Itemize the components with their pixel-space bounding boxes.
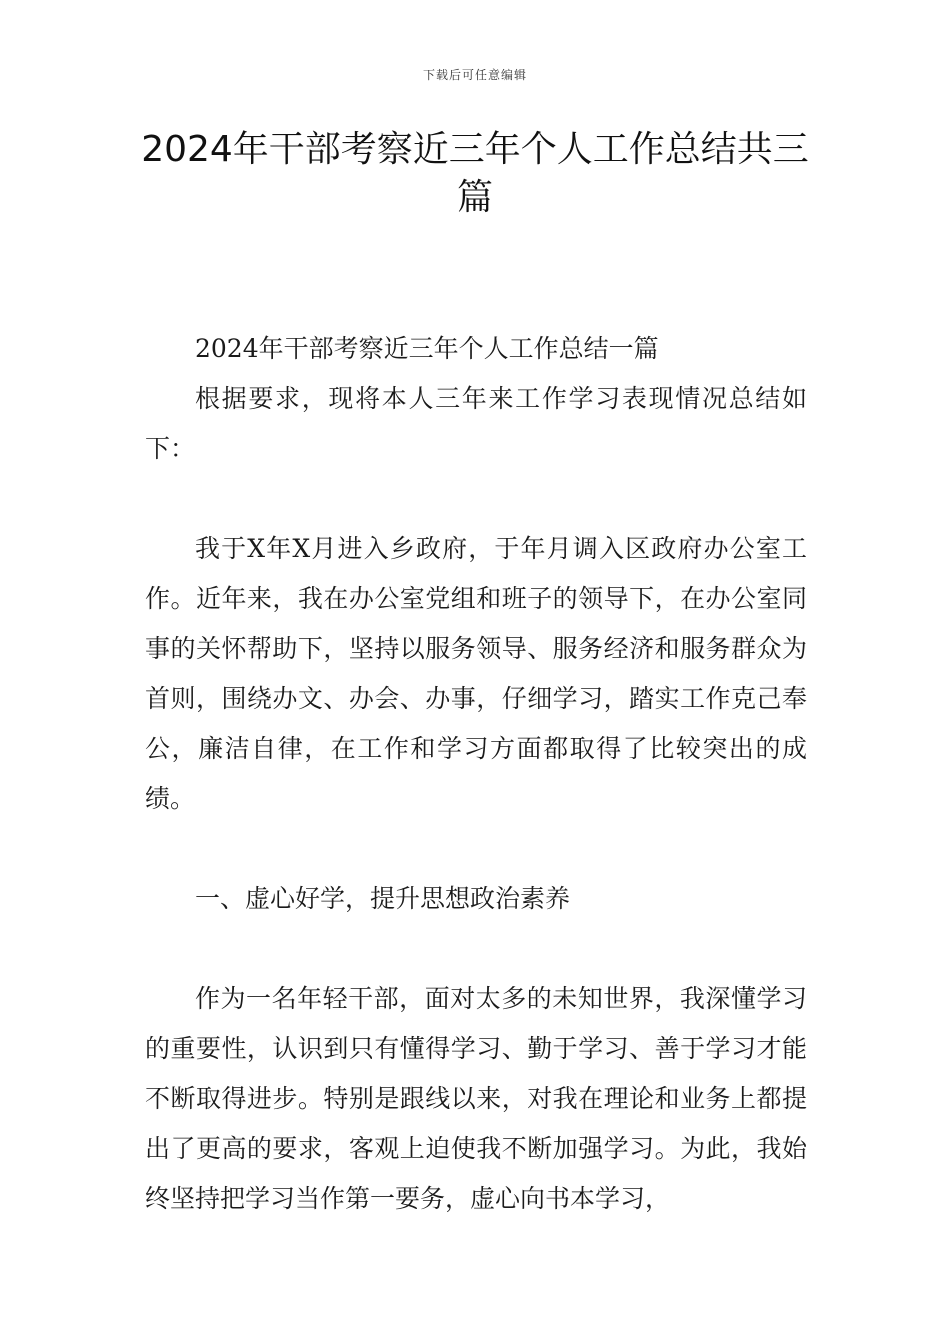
paragraph-gap <box>145 474 807 524</box>
section-subtitle: 2024年干部考察近三年个人工作总结一篇 <box>195 334 659 363</box>
document-title: 2024年干部考察近三年个人工作总结共三篇 <box>141 129 809 218</box>
paragraph-gap <box>145 924 807 974</box>
document-body <box>145 324 807 1224</box>
paragraph-background: 我于X年X月进入乡政府，于年月调入区政府办公室工作。近年来，我在办公室党组和班子的领导下，在办公室同事的关怀帮助下，坚持以服务领导、服务经济和服务群众为首则，围绕办文、办会、办事，仔细学习，踏实工作克己奉公，廉洁自律，在工作和学习方面都取得了比较突出的成绩。 <box>145 534 807 813</box>
section-heading: 一、虚心好学，提升思想政治素养 <box>195 884 571 913</box>
paragraph-intro: 根据要求，现将本人三年来工作学习表现情况总结如下： <box>145 384 807 463</box>
paragraph-gap <box>145 824 807 874</box>
paragraph-study: 作为一名年轻干部，面对太多的未知世界，我深懂学习的重要性，认识到只有懂得学习、勤于学习、善于学习才能不断取得进步。特别是跟线以来，对我在理论和业务上都提出了更高的要求，客观上迫使我不断加强学习。为此，我始终坚持把学习当作第一要务，虚心向书本学习， <box>145 984 807 1213</box>
header-note: 下载后可任意编辑 <box>422 68 527 82</box>
